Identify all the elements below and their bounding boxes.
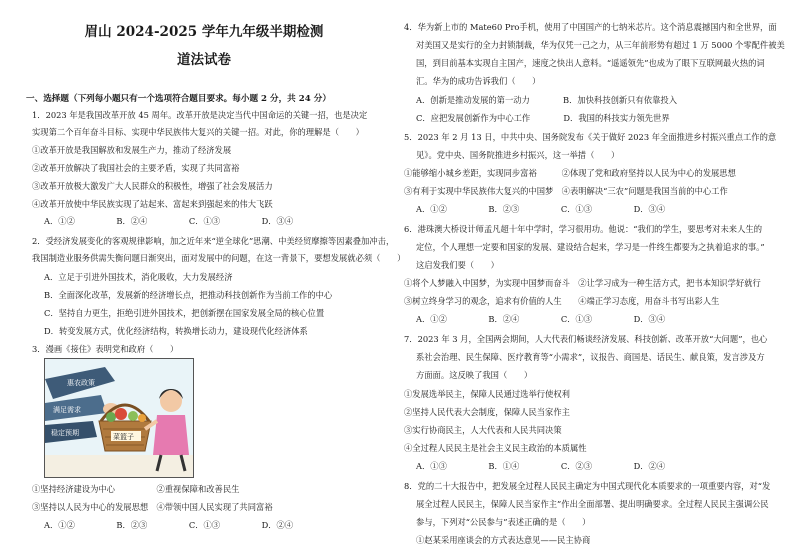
q6-items-row1: ①将个人梦融入中国梦，为实现中国梦而奋斗 ②让学习成为一种生活方式，把书本知识学好就行 (404, 278, 761, 288)
cartoon-drawing (45, 359, 193, 477)
woman-body (153, 415, 189, 455)
q1-stem-line2: 实现第二个百年奋斗目标、实现中华民族伟大复兴的关键一招。对此，你的理解是（ ） (32, 127, 364, 137)
label-basket: 菜篮子 (113, 433, 134, 441)
section-heading: 一、选择题（下列每小题只有一个选项符合题目要求。每小题 2 分，共 24 分） (26, 94, 331, 104)
exam-subject: 道法试卷 (177, 52, 231, 68)
vegetable-2 (115, 408, 127, 420)
q7-item-2: ②坚持人民代表大会制度，保障人民当家作主 (404, 407, 570, 417)
vegetable-3 (128, 411, 138, 421)
q7-item-4: ④全过程人民民主是社会主义民主政治的本质属性 (404, 443, 587, 453)
q1-options: A．①② B．②④ C．①③ D．③④ (44, 216, 294, 226)
q5-items-row1: ①能够缩小城乡差距，实现同步富裕 ②体现了党和政府坚持以人民为中心的发展思想 (404, 168, 736, 178)
q5-stem-line1: 5．2023 年 2 月 13 日，中共中央、国务院发布《关于做好 2023 年全面推进乡村振兴重点工作的意 (404, 132, 777, 142)
q1-item-2: ②改革开放解决了我国社会的主要矛盾，实现了共同富裕 (32, 163, 240, 173)
q1-item-4: ④改革开放使中华民族实现了站起来、富起来到强起来的伟大飞跃 (32, 199, 273, 209)
q7-item-3: ③实行协商民主，人大代表和人民共同决策 (404, 425, 562, 435)
q7-options: A．①③ B．①④ C．②③ D．②④ (416, 461, 666, 471)
vegetable-1 (106, 412, 116, 422)
q7-item-1: ①发展选举民主，保障人民通过选举行使权利 (404, 389, 570, 399)
cartoon-image (44, 358, 194, 478)
q3-items-row1: ①坚持经济建设为中心 ②重视保障和改善民生 (32, 484, 240, 494)
q5-options: A．①② B．②③ C．①③ D．③④ (416, 204, 666, 214)
q1-item-1: ①改革开放是我国解放和发展生产力，推动了经济发展 (32, 145, 232, 155)
q3-options: A．①② B．②③ C．①③ D．②④ (44, 520, 294, 530)
q6-stem-line1: 6．港珠澳大桥设计师孟凡超十年中学时，学习很用功。他说：“我们的学生，要思考对未来人生的 (404, 224, 762, 234)
exam-title: 眉山 2024-2025 学年九年级半期检测 (84, 24, 324, 40)
q3-items-row2: ③坚持以人民为中心的发展思想 ④带领中国人民实现了共同富裕 (32, 502, 273, 512)
q8-stem-line1: 8．党的二十大报告中，把发展全过程人民民主确定为中国式现代化本质要求的一项重要内容，对“发 (404, 481, 771, 491)
q8-stem-line3: 参与，下列对“公民参与”表述正确的是（ ） (416, 517, 591, 527)
label-demand: 满足需求 (53, 406, 81, 414)
q6-options: A．①② B．②④ C．①③ D．③④ (416, 314, 666, 324)
q2-option-a: A．立足于引进外国技术，消化吸收，大力发展经济 (44, 272, 233, 282)
q2-option-c: C．坚持自力更生，拒绝引进外国技术，把创新摆在国家发展全局的核心位置 (44, 308, 325, 318)
q6-stem-line3: 这启发我们要（ ） (416, 260, 499, 270)
q7-stem-line1: 7．2023 年 3 月，全国两会期间，人大代表们畅谈经济发展、科技创新、改革开放“大问题”，也心 (404, 334, 768, 344)
label-expect: 稳定预期 (51, 429, 79, 437)
q7-stem-line3: 方面面。这反映了我国（ ） (416, 370, 533, 380)
q8-stem-line2: 展全过程人民民主，保障人民当家作主”作出全面部署、提出明确要求。全过程人民民主强调公民 (416, 499, 769, 509)
q4-stem-line3: 国，到目前基本实现自主国产，速度之快出人意料。“遥遥领先”也成为了眼下互联网最火热的词 (416, 58, 765, 68)
q4-stem-line1: 4．华为新上市的 Mate60 Pro手机，使用了中国国产的七纳米芯片。这个消息震撼国内和全世界，面 (404, 22, 777, 32)
q4-stem-line2: 对美国又是实行的全力封锁制裁，华为仅凭一己之力，从三年前形势有超过 1 万 5000 个零配件被美 (416, 40, 785, 50)
q4-stem-line4: 汇。华为的成功告诉我们（ ） (416, 76, 541, 86)
q4-options-ab: A．创新是推动发展的第一动力 B．加快科技创新只有依靠投入 (416, 95, 677, 105)
q2-option-d: D．转变发展方式，优化经济结构，转换增长动力，建设现代化经济体系 (44, 326, 308, 336)
q1-stem-line1: 1．2023 年是我国改革开放 45 周年。改革开放是决定当代中国命运的关键一招，也是决定 (32, 110, 368, 120)
q4-options-cd: C．应把发展创新作为中心工作 D．我国的科技实力领先世界 (416, 113, 670, 123)
q2-stem-line2: 我国制造业服务供需失衡问题日渐突出，面对发展中的问题，在这一背景下，要想发展就必须（ ） (32, 253, 406, 263)
q6-items-row2: ③树立终身学习的观念，追求有价值的人生 ④端正学习态度，用奋斗书写出彩人生 (404, 296, 720, 306)
q8-item-1: ①赵某采用座谈会的方式表达意见——民主协商 (416, 535, 591, 545)
q5-items-row2: ③有利于实现中华民族伟大复兴的中国梦 ④表明解决“三农”问题是我国当前的中心工作 (404, 186, 728, 196)
q2-option-b: B．全面深化改革，发展新的经济增长点，把推动科技创新作为当前工作的中心 (44, 290, 333, 300)
q3-stem: 3．漫画《接住》表明党和政府（ ） (32, 344, 179, 354)
vegetable-4 (138, 414, 146, 422)
label-policy: 惠农政策 (67, 379, 95, 387)
q7-stem-line2: 系社会治理、民生保障、医疗教育等“小需求”，议报告、商国是、话民生、献良策，发言涉及方 (416, 352, 765, 362)
q1-item-3: ③改革开放极大激发广大人民群众的积极性，增强了社会发展活力 (32, 181, 273, 191)
q5-stem-line2: 见》。党中央、国务院推进乡村振兴，这一举措（ ） (416, 150, 620, 160)
q6-stem-line2: 定位，个人理想一定要和国家的发展、建设结合起来，学习是一件终生都要为之执着追求的事。” (416, 242, 765, 252)
q2-stem-line1: 2．受经济发展变化的客观规律影响，加之近年来“逆全球化”思潮、中美经贸摩擦等因素叠加冲击， (32, 236, 395, 246)
